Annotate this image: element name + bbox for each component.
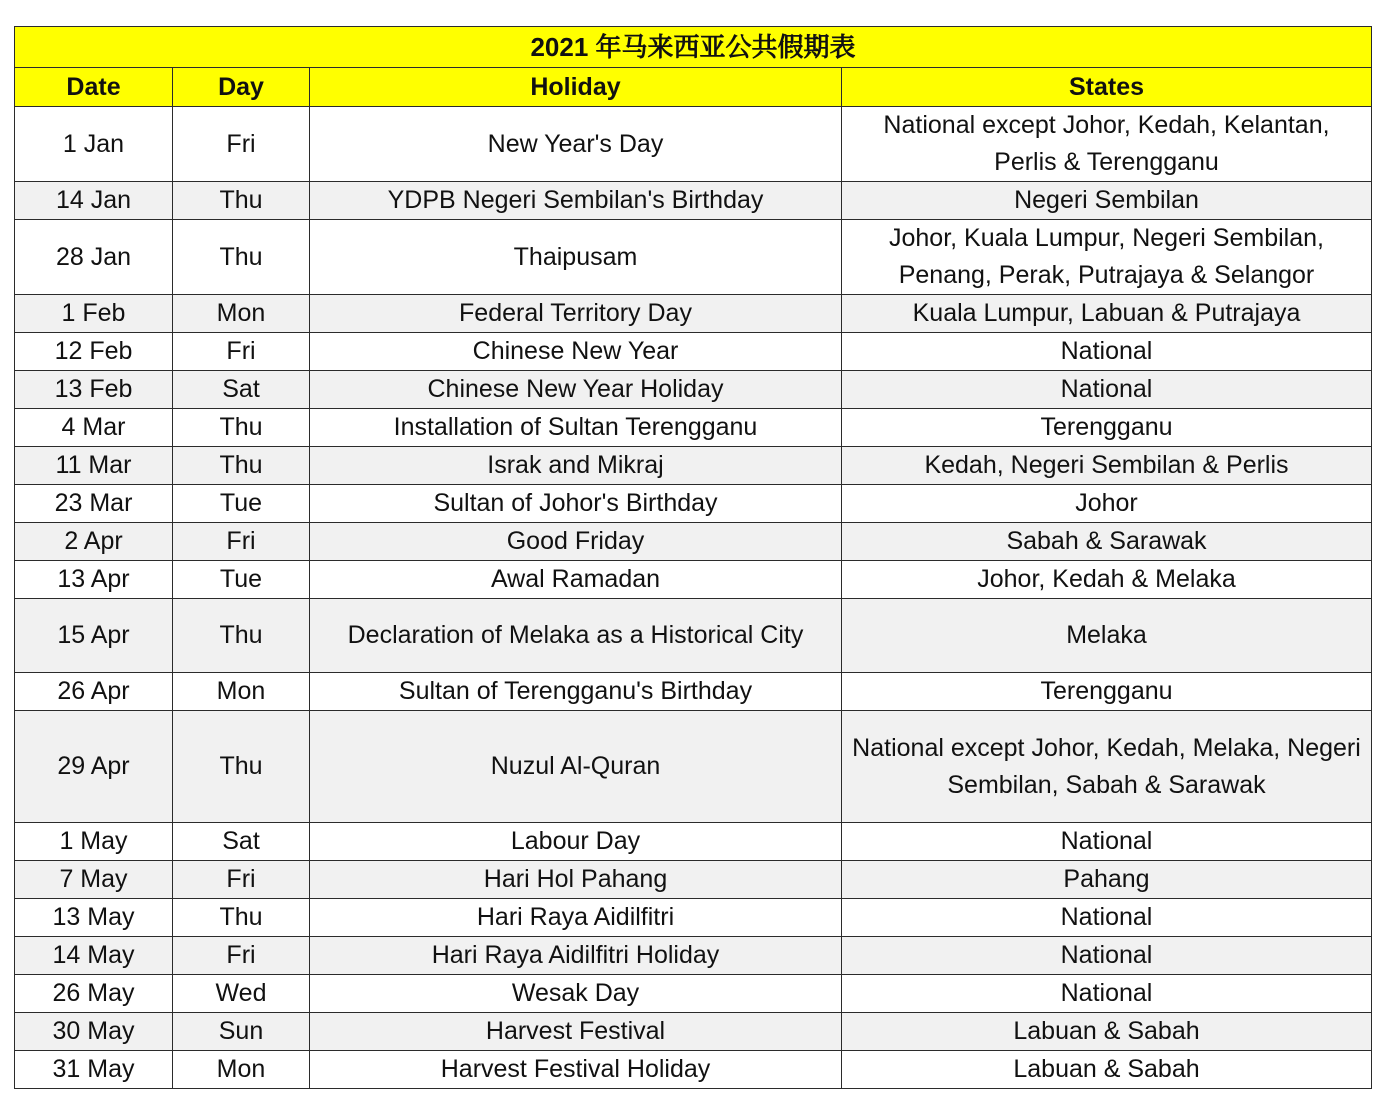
table-row	[15, 371, 1372, 409]
cell-date: 4 Mar	[15, 409, 173, 447]
cell-holiday: Chinese New Year	[310, 333, 842, 371]
cell-holiday: Israk and Mikraj	[310, 447, 842, 485]
cell-holiday: Hari Raya Aidilfitri Holiday	[310, 937, 842, 975]
cell-day: Sun	[173, 1013, 310, 1051]
cell-day: Tue	[173, 485, 310, 523]
cell-states: Pahang	[842, 861, 1372, 899]
column-header-date: Date	[15, 68, 173, 107]
cell-date: 11 Mar	[15, 447, 173, 485]
cell-holiday: YDPB Negeri Sembilan's Birthday	[310, 182, 842, 220]
cell-day: Fri	[173, 523, 310, 561]
table-row	[15, 333, 1372, 371]
cell-day: Sat	[173, 823, 310, 861]
cell-states: Johor, Kuala Lumpur, Negeri Sembilan, Penang, Perak, Putrajaya & Selangor	[842, 220, 1372, 295]
cell-holiday: Hari Hol Pahang	[310, 861, 842, 899]
cell-day: Thu	[173, 220, 310, 295]
column-header-states: States	[842, 68, 1372, 107]
cell-date: 26 May	[15, 975, 173, 1013]
cell-date: 14 May	[15, 937, 173, 975]
cell-date: 26 Apr	[15, 673, 173, 711]
cell-states: National	[842, 823, 1372, 861]
cell-holiday: Wesak Day	[310, 975, 842, 1013]
cell-states: Terengganu	[842, 673, 1372, 711]
cell-date: 1 Feb	[15, 295, 173, 333]
table-row	[15, 1051, 1372, 1089]
table-row	[15, 823, 1372, 861]
cell-states: Terengganu	[842, 409, 1372, 447]
cell-states: National except Johor, Kedah, Melaka, Negeri Sembilan, Sabah & Sarawak	[842, 711, 1372, 823]
title-row	[15, 27, 1372, 68]
cell-holiday: Nuzul Al-Quran	[310, 711, 842, 823]
cell-date: 13 Apr	[15, 561, 173, 599]
column-header-holiday: Holiday	[310, 68, 842, 107]
cell-day: Mon	[173, 1051, 310, 1089]
cell-states: Negeri Sembilan	[842, 182, 1372, 220]
cell-states: National	[842, 937, 1372, 975]
cell-holiday: Sultan of Johor's Birthday	[310, 485, 842, 523]
cell-states: Labuan & Sabah	[842, 1051, 1372, 1089]
cell-day: Thu	[173, 447, 310, 485]
table-row	[15, 975, 1372, 1013]
cell-states: National	[842, 899, 1372, 937]
cell-holiday: Chinese New Year Holiday	[310, 371, 842, 409]
cell-date: 31 May	[15, 1051, 173, 1089]
cell-holiday: Hari Raya Aidilfitri	[310, 899, 842, 937]
cell-states: Sabah & Sarawak	[842, 523, 1372, 561]
cell-holiday: Installation of Sultan Terengganu	[310, 409, 842, 447]
cell-day: Mon	[173, 673, 310, 711]
table-row	[15, 561, 1372, 599]
table-row	[15, 599, 1372, 673]
header-row	[15, 68, 1372, 107]
table-row	[15, 523, 1372, 561]
cell-states: Melaka	[842, 599, 1372, 673]
table-row	[15, 937, 1372, 975]
cell-states: National	[842, 371, 1372, 409]
cell-holiday: Good Friday	[310, 523, 842, 561]
table-row	[15, 711, 1372, 823]
table-title: 2021 年马来西亚公共假期表	[15, 27, 1372, 68]
cell-day: Thu	[173, 899, 310, 937]
table-row	[15, 447, 1372, 485]
cell-holiday: Harvest Festival Holiday	[310, 1051, 842, 1089]
cell-date: 2 Apr	[15, 523, 173, 561]
cell-holiday: Awal Ramadan	[310, 561, 842, 599]
column-header-day: Day	[173, 68, 310, 107]
cell-day: Fri	[173, 937, 310, 975]
cell-day: Fri	[173, 861, 310, 899]
cell-states: National	[842, 975, 1372, 1013]
cell-holiday: Sultan of Terengganu's Birthday	[310, 673, 842, 711]
cell-date: 15 Apr	[15, 599, 173, 673]
table-row	[15, 899, 1372, 937]
cell-day: Thu	[173, 711, 310, 823]
cell-date: 23 Mar	[15, 485, 173, 523]
table-row	[15, 182, 1372, 220]
cell-date: 14 Jan	[15, 182, 173, 220]
cell-states: Johor	[842, 485, 1372, 523]
cell-holiday: Harvest Festival	[310, 1013, 842, 1051]
cell-day: Fri	[173, 107, 310, 182]
cell-day: Thu	[173, 599, 310, 673]
cell-date: 13 May	[15, 899, 173, 937]
cell-holiday: Federal Territory Day	[310, 295, 842, 333]
cell-day: Mon	[173, 295, 310, 333]
cell-holiday: Labour Day	[310, 823, 842, 861]
cell-states: National	[842, 333, 1372, 371]
cell-holiday: Declaration of Melaka as a Historical City	[310, 599, 842, 673]
cell-states: Johor, Kedah & Melaka	[842, 561, 1372, 599]
cell-day: Fri	[173, 333, 310, 371]
table-row	[15, 861, 1372, 899]
cell-holiday: Thaipusam	[310, 220, 842, 295]
cell-date: 28 Jan	[15, 220, 173, 295]
table-row	[15, 220, 1372, 295]
table-body	[15, 107, 1372, 1089]
cell-day: Sat	[173, 371, 310, 409]
cell-states: Labuan & Sabah	[842, 1013, 1372, 1051]
cell-day: Wed	[173, 975, 310, 1013]
cell-date: 1 May	[15, 823, 173, 861]
cell-date: 29 Apr	[15, 711, 173, 823]
cell-states: Kuala Lumpur, Labuan & Putrajaya	[842, 295, 1372, 333]
cell-day: Thu	[173, 409, 310, 447]
cell-day: Tue	[173, 561, 310, 599]
cell-states: Kedah, Negeri Sembilan & Perlis	[842, 447, 1372, 485]
holiday-table	[14, 26, 1372, 1089]
table-row	[15, 1013, 1372, 1051]
cell-date: 1 Jan	[15, 107, 173, 182]
table-row	[15, 295, 1372, 333]
table-row	[15, 409, 1372, 447]
cell-date: 30 May	[15, 1013, 173, 1051]
table-row	[15, 673, 1372, 711]
cell-date: 12 Feb	[15, 333, 173, 371]
cell-states: National except Johor, Kedah, Kelantan, Perlis & Terengganu	[842, 107, 1372, 182]
cell-day: Thu	[173, 182, 310, 220]
table-row	[15, 107, 1372, 182]
cell-date: 7 May	[15, 861, 173, 899]
cell-holiday: New Year's Day	[310, 107, 842, 182]
table-row	[15, 485, 1372, 523]
cell-date: 13 Feb	[15, 371, 173, 409]
